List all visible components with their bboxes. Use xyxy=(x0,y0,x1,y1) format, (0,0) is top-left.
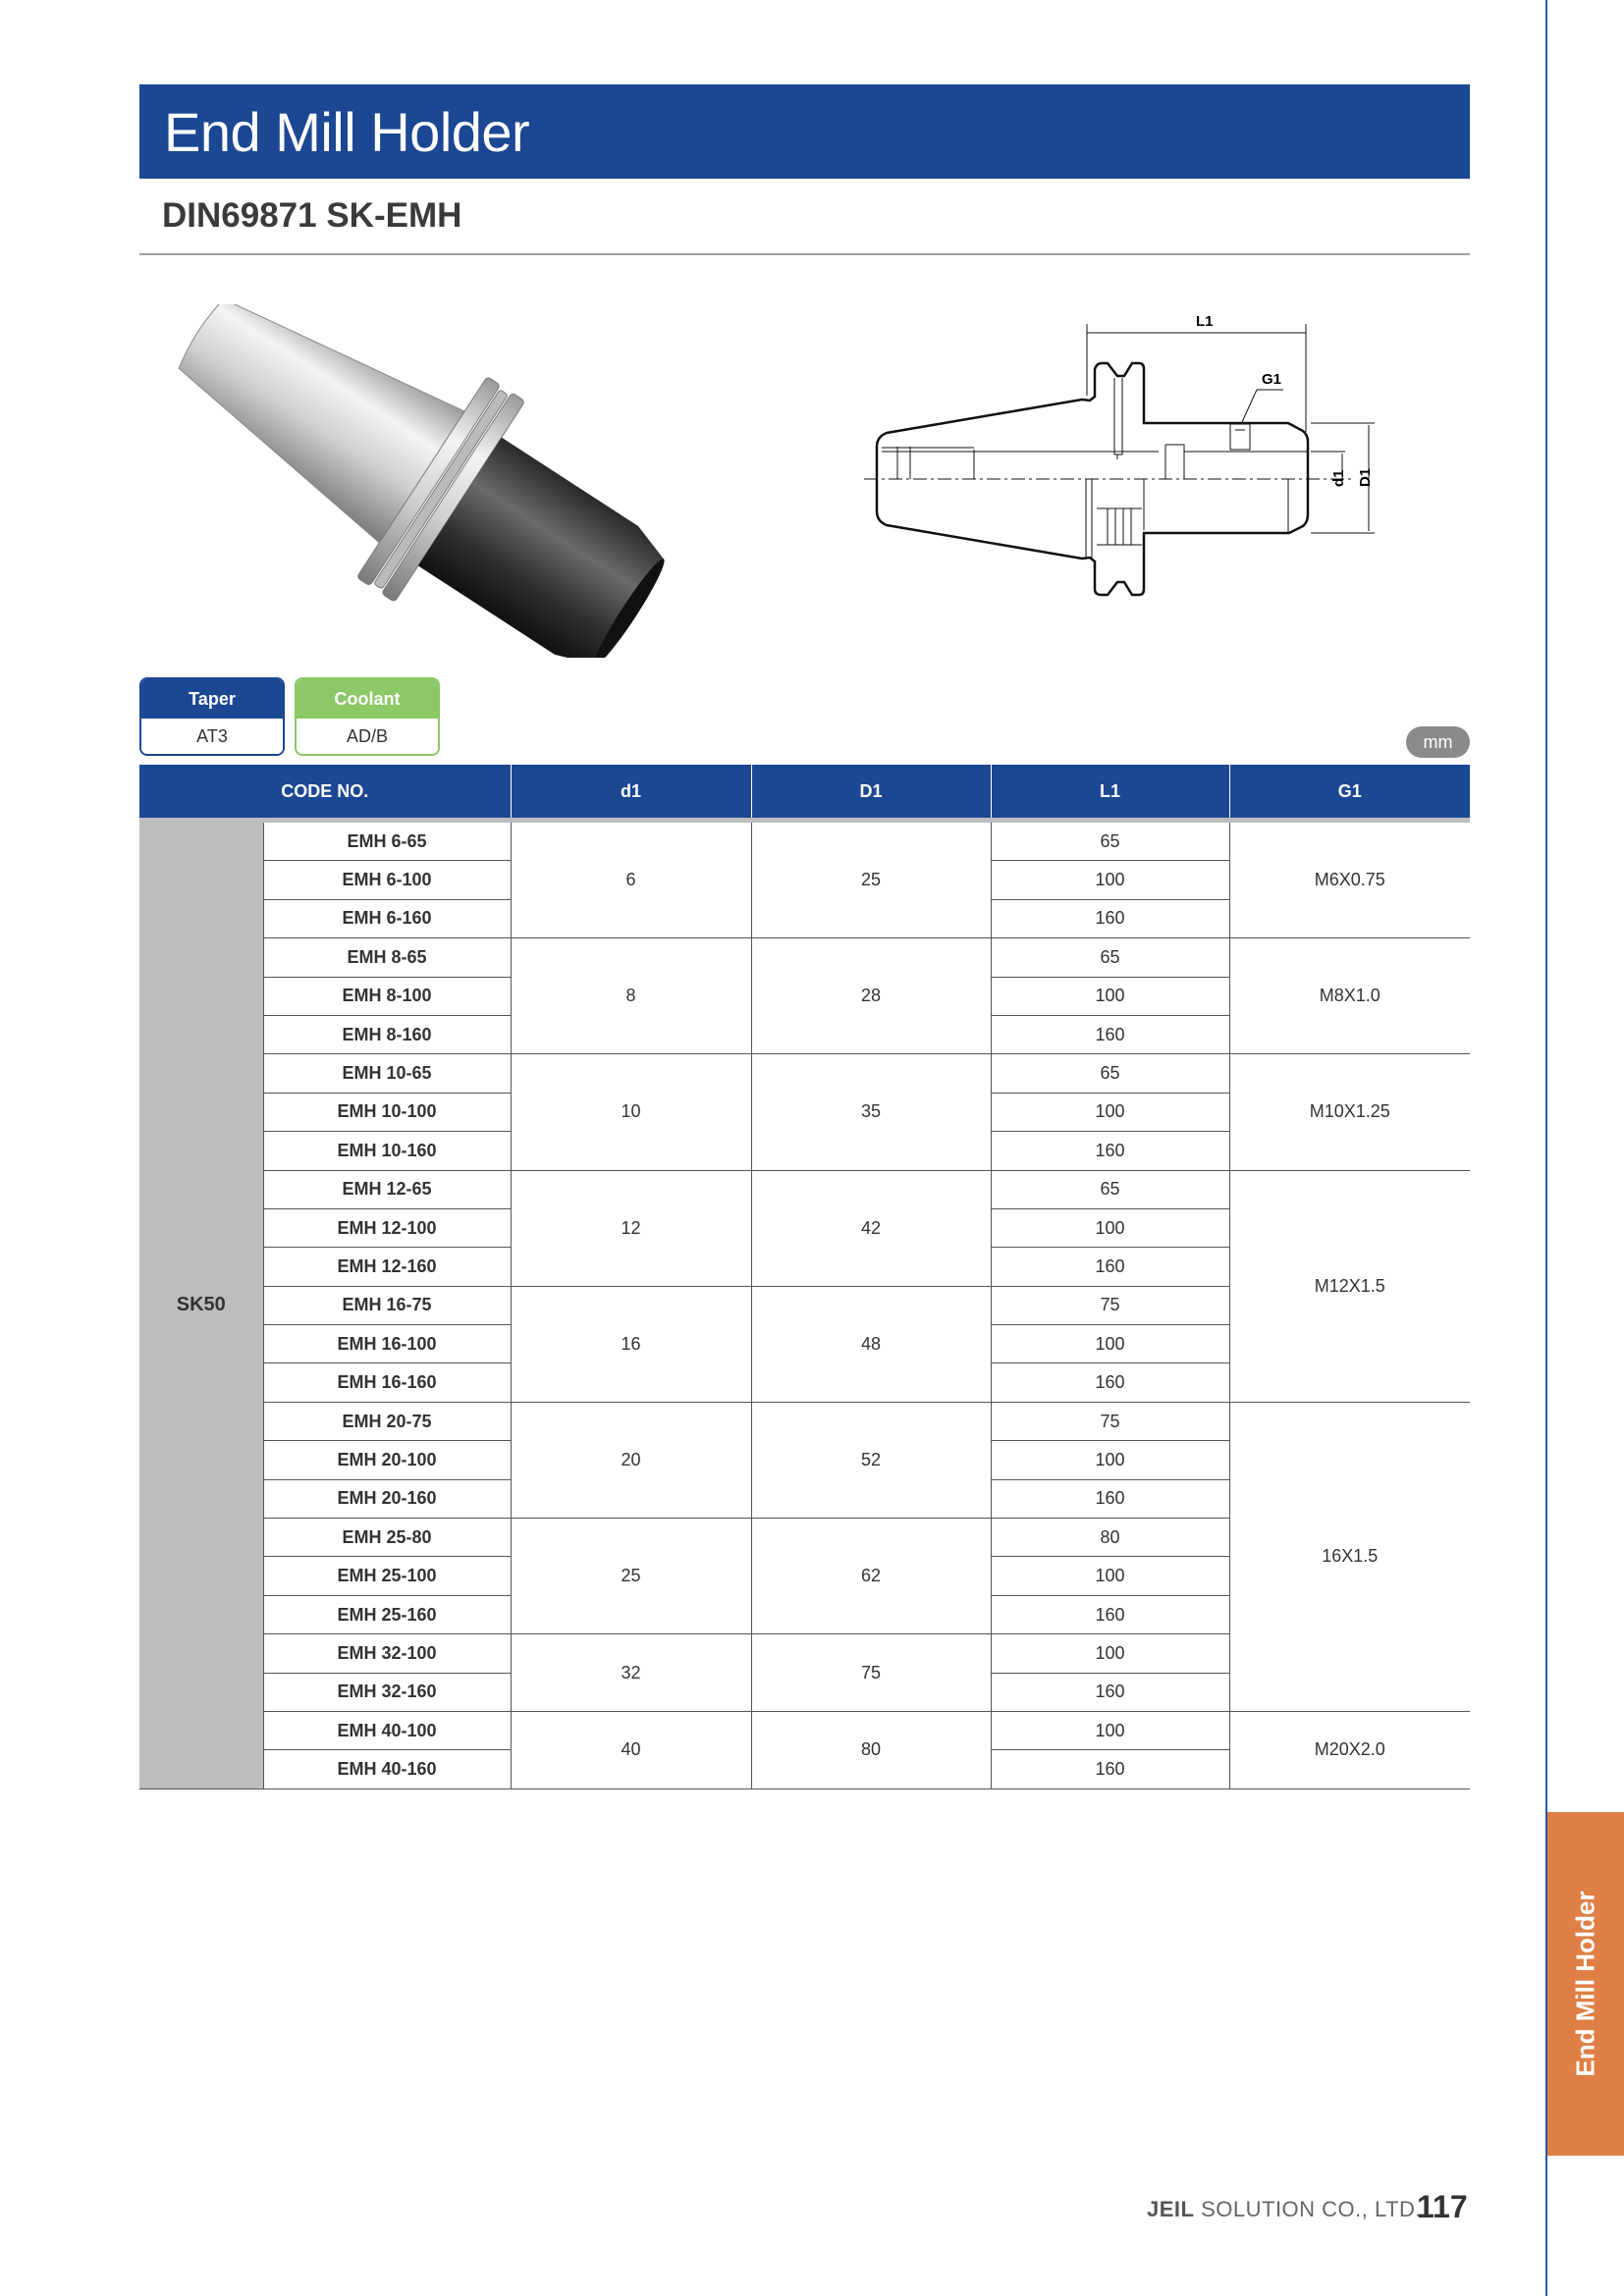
code-cell: EMH 10-100 xyxy=(263,1093,511,1131)
taper-badge xyxy=(139,677,285,756)
G1-cell: M6X0.75 xyxy=(1229,821,1470,938)
footer-company-name: SOLUTION CO., LTD. xyxy=(1201,2197,1423,2221)
table-body xyxy=(139,821,1470,1789)
L1-cell: 80 xyxy=(991,1519,1229,1557)
code-cell: EMH 20-75 xyxy=(263,1402,511,1440)
code-cell: EMH 16-160 xyxy=(263,1363,511,1402)
code-cell: EMH 20-160 xyxy=(263,1479,511,1518)
label-D1: D1 xyxy=(1357,467,1374,487)
G1-cell: M12X1.5 xyxy=(1229,1170,1470,1402)
D1-cell: 48 xyxy=(751,1286,991,1402)
code-cell: EMH 40-160 xyxy=(263,1750,511,1789)
L1-cell: 65 xyxy=(991,938,1229,977)
d1-cell: 40 xyxy=(511,1711,751,1789)
footer-brand: JEIL xyxy=(1147,2197,1195,2221)
technical-drawing xyxy=(864,294,1473,609)
code-cell: EMH 6-100 xyxy=(263,861,511,899)
label-G1: G1 xyxy=(1262,371,1282,388)
header-d1: d1 xyxy=(511,765,751,821)
D1-cell: 52 xyxy=(751,1402,991,1518)
code-cell: EMH 16-75 xyxy=(263,1286,511,1324)
code-cell: EMH 16-100 xyxy=(263,1325,511,1363)
code-cell: EMH 8-160 xyxy=(263,1015,511,1053)
section-tab[interactable] xyxy=(1547,1812,1624,2156)
footer-company xyxy=(1147,2197,1422,2222)
L1-cell: 160 xyxy=(991,1673,1229,1711)
d1-cell: 10 xyxy=(511,1054,751,1170)
table-header-row xyxy=(139,765,1470,821)
code-cell: EMH 32-160 xyxy=(263,1673,511,1711)
code-cell: EMH 32-100 xyxy=(263,1634,511,1673)
G1-cell: M10X1.25 xyxy=(1229,1054,1470,1170)
code-cell: EMH 25-160 xyxy=(263,1595,511,1633)
coolant-label: Coolant xyxy=(297,679,438,719)
page-title: End Mill Holder xyxy=(164,101,530,163)
header-code: CODE NO. xyxy=(139,765,511,821)
label-d1: d1 xyxy=(1330,469,1347,487)
code-cell: EMH 12-100 xyxy=(263,1208,511,1247)
table-row xyxy=(139,821,1470,861)
L1-cell: 160 xyxy=(991,1015,1229,1053)
table-row xyxy=(139,1402,1470,1440)
header-D1: D1 xyxy=(751,765,991,821)
D1-cell: 62 xyxy=(751,1519,991,1634)
coolant-value: AD/B xyxy=(297,719,438,756)
code-cell: EMH 10-160 xyxy=(263,1132,511,1170)
code-cell: EMH 12-160 xyxy=(263,1248,511,1286)
d1-cell: 12 xyxy=(511,1170,751,1286)
d1-cell: 25 xyxy=(511,1519,751,1634)
L1-cell: 75 xyxy=(991,1286,1229,1324)
code-cell: EMH 6-160 xyxy=(263,899,511,937)
L1-cell: 100 xyxy=(991,861,1229,899)
D1-cell: 42 xyxy=(751,1170,991,1286)
L1-cell: 100 xyxy=(991,1441,1229,1479)
product-photo xyxy=(162,304,673,658)
d1-cell: 8 xyxy=(511,938,751,1054)
taper-label: Taper xyxy=(141,679,283,719)
code-cell: EMH 25-100 xyxy=(263,1557,511,1595)
D1-cell: 75 xyxy=(751,1634,991,1712)
L1-cell: 75 xyxy=(991,1402,1229,1440)
L1-cell: 160 xyxy=(991,1479,1229,1518)
code-cell: EMH 12-65 xyxy=(263,1170,511,1208)
L1-cell: 160 xyxy=(991,1363,1229,1402)
G1-cell: M20X2.0 xyxy=(1229,1711,1470,1789)
label-L1: L1 xyxy=(1196,313,1214,330)
code-cell: EMH 20-100 xyxy=(263,1441,511,1479)
d1-cell: 16 xyxy=(511,1286,751,1402)
divider xyxy=(139,253,1470,255)
L1-cell: 65 xyxy=(991,821,1229,861)
table-row xyxy=(139,938,1470,977)
d1-cell: 6 xyxy=(511,821,751,938)
D1-cell: 35 xyxy=(751,1054,991,1170)
D1-cell: 28 xyxy=(751,938,991,1054)
spec-table xyxy=(139,765,1470,1789)
coolant-badge xyxy=(295,677,440,756)
L1-cell: 160 xyxy=(991,1595,1229,1633)
product-subtitle: DIN69871 SK-EMH xyxy=(162,196,462,235)
table-row xyxy=(139,1054,1470,1093)
L1-cell: 65 xyxy=(991,1170,1229,1208)
code-cell: EMH 40-100 xyxy=(263,1711,511,1749)
series-cell: SK50 xyxy=(139,821,263,1789)
L1-cell: 100 xyxy=(991,1711,1229,1749)
L1-cell: 100 xyxy=(991,977,1229,1015)
D1-cell: 80 xyxy=(751,1711,991,1789)
d1-cell: 20 xyxy=(511,1402,751,1518)
L1-cell: 160 xyxy=(991,1248,1229,1286)
code-cell: EMH 10-65 xyxy=(263,1054,511,1093)
table-row xyxy=(139,1170,1470,1208)
L1-cell: 100 xyxy=(991,1208,1229,1247)
L1-cell: 65 xyxy=(991,1054,1229,1093)
G1-cell: M8X1.0 xyxy=(1229,938,1470,1054)
unit-badge: mm xyxy=(1406,726,1470,758)
L1-cell: 160 xyxy=(991,1132,1229,1170)
L1-cell: 100 xyxy=(991,1634,1229,1673)
header-G1: G1 xyxy=(1229,765,1470,821)
title-bar xyxy=(139,84,1470,179)
page-number: 117 xyxy=(1417,2189,1468,2224)
D1-cell: 25 xyxy=(751,821,991,938)
G1-cell: 16X1.5 xyxy=(1229,1402,1470,1711)
code-cell: EMH 6-65 xyxy=(263,821,511,861)
d1-cell: 32 xyxy=(511,1634,751,1712)
L1-cell: 100 xyxy=(991,1325,1229,1363)
L1-cell: 100 xyxy=(991,1093,1229,1131)
section-tab-label: End Mill Holder xyxy=(1570,1891,1600,2077)
code-cell: EMH 25-80 xyxy=(263,1519,511,1557)
L1-cell: 160 xyxy=(991,1750,1229,1789)
code-cell: EMH 8-100 xyxy=(263,977,511,1015)
L1-cell: 160 xyxy=(991,899,1229,937)
header-L1: L1 xyxy=(991,765,1229,821)
code-cell: EMH 8-65 xyxy=(263,938,511,977)
table-row xyxy=(139,1711,1470,1749)
L1-cell: 100 xyxy=(991,1557,1229,1595)
taper-value: AT3 xyxy=(141,719,283,756)
